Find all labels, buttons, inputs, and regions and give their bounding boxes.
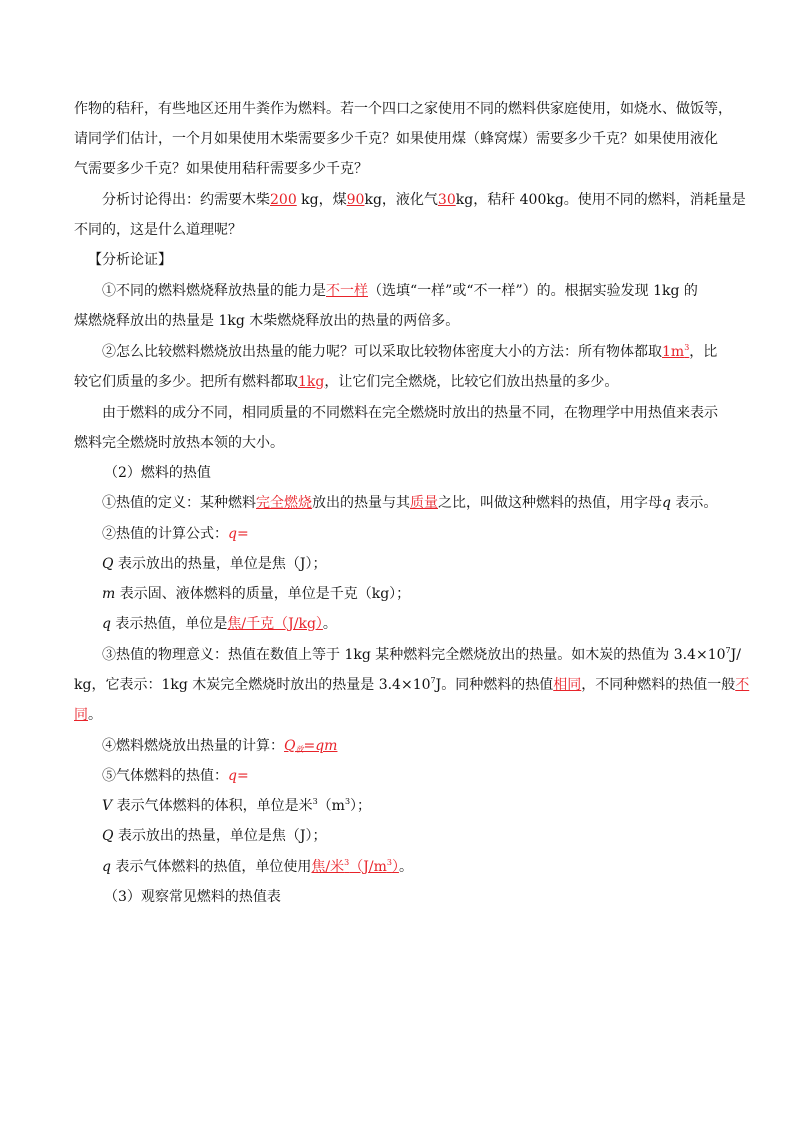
analysis-text: 分析讨论得出：约需要木柴 [102,192,270,208]
variable-Q-desc: 表示放出的热量，单位是焦（J）； [113,556,327,572]
definition-text: 表示。 [670,495,718,511]
definition-line [102,493,717,513]
variable-q: q [102,859,111,875]
variable-m: m [102,586,116,602]
superscript: 7 [725,646,731,655]
unit-text: 焦/米 [311,859,345,875]
meaning-text: J。同种燃料的热值 [435,677,554,693]
unit-text: ） [391,859,399,875]
gas-variable-q-line [102,857,413,877]
unit-text: （J/m [349,859,387,875]
meaning-line-1 [102,645,741,665]
superscript: 3 [312,797,318,806]
paragraph-1-line-3: 气需要多少千克？如果使用秸秆需要多少千克？ [74,161,368,177]
formula-qm: =qm [303,738,338,754]
paragraph-1-line-1: 作物的秸秆，有些地区还用牛粪作为燃料。若一个四口之家使用不同的燃料供家庭使用，如烧水、做饭等， [74,101,732,117]
heat-calc-label: ④燃料燃烧放出热量的计算： [102,738,284,754]
superscript: 3 [684,343,690,352]
point-1-line-1 [102,281,698,301]
paragraph-1-line-2: 请同学们估计，一个月如果使用木柴需要多少千克？如果使用煤（蜂窝煤）需要多少千克？如果使用液化 [74,131,718,147]
point-1-text: （选填“一样”或“不一样”）的。根据实验发现 1kg 的 [368,283,698,299]
point-1-text: ①不同的燃料燃烧释放热量的能力是 [102,283,326,299]
answer-mass: 质量 [410,495,438,511]
variable-Q-desc: 表示放出的热量，单位是焦（J）； [113,828,327,844]
formula-Q: Q [284,738,296,754]
point-2-text: ，比 [689,344,718,360]
answer-lpg-mass: 30 [437,192,456,208]
meaning-text: kg，它表示：1kg 木炭完全燃烧时放出的热量是 3.4×10 [74,677,431,693]
gas-variable-Q-line [102,826,327,846]
answer-unit-volume-text: 1m [662,344,685,360]
variable-V-line [102,796,371,816]
subscript: 放 [295,745,304,754]
point-2-text: ，让它们完全燃烧，比较它们放出热量的多少。 [324,374,619,390]
variable-q-desc: 表示热值，单位是 [110,616,228,632]
answer-complete-combustion: 完全燃烧 [256,495,312,511]
variable-m-desc: 表示固、液体燃料的质量，单位是千克（kg）； [115,586,411,602]
definition-text: 之比，叫做这种燃料的热值，用字母 [438,495,662,511]
meaning-line-2 [74,675,749,695]
point-2-line-2 [74,372,618,392]
superscript: 3 [344,858,350,867]
point-2-text: ②怎么比较燃料燃烧放出热量的能力呢？可以采取比较物体密度大小的方法：所有物体都取 [102,344,662,360]
definition-text: ①热值的定义：某种燃料 [102,495,256,511]
analysis-text: kg，秸秆 400kg。使用不同的燃料，消耗量是 [455,192,746,208]
variable-Q-line [102,554,327,574]
answer-coal-mass: 90 [346,192,365,208]
analysis-paragraph-line-2: 不同的，这是什么道理呢？ [74,222,242,238]
variable-V: V [102,798,113,814]
answer-heat-value-unit: 焦/千克（J/kg） [227,616,323,632]
gas-formula-line [102,766,249,786]
section-heading-heat-value: （2）燃料的热值 [104,465,211,481]
variable-q-line [102,614,337,634]
analysis-text: kg，液化气 [364,192,438,208]
superscript: 3 [386,858,392,867]
variable-q-desc: 表示气体燃料的热值，单位使用 [110,859,312,875]
meaning-text: ③热值的物理意义：热值在数值上等于 1kg 某种燃料完全燃烧放出的热量。如木炭的热值为 3.4×10 [102,647,726,663]
variable-q: q [662,495,671,511]
point-2-text: 较它们质量的多少。把所有燃料都取 [74,374,298,390]
formula-line [102,524,249,544]
definition-text: 放出的热量与其 [312,495,410,511]
variable-V-desc: 表示气体燃料的体积，单位是米 [112,798,313,814]
variable-Q: Q [102,828,114,844]
answer-gas-heat-value-unit [311,859,399,875]
variable-Q: Q [102,556,114,572]
point-1-line-2: 煤燃烧释放出的热量是 1kg 木柴燃烧释放出的热量的两倍多。 [74,313,460,329]
formula-label: ②热值的计算公式： [102,526,228,542]
heat-calc-line [102,736,337,756]
variable-q: q [102,616,111,632]
meaning-text: J/ [730,647,741,663]
variable-m-line [102,584,410,604]
answer-same: 相同 [553,677,582,693]
analysis-paragraph-line-1 [102,190,746,210]
section-heading-heat-value-table: （3）观察常见燃料的热值表 [104,889,281,905]
formula-q: q= [228,526,249,542]
answer-not-same-part2: 同 [74,707,88,723]
variable-V-desc: ）； [350,798,372,814]
answer-unit-mass: 1kg [298,374,325,390]
answer-not-same-part1: 不 [735,677,750,693]
point-2-line-1 [102,342,717,362]
paragraph-5-line-2: 燃料完全燃烧时放热本领的大小。 [74,435,284,451]
superscript: 7 [430,676,436,685]
paragraph-5-line-1: 由于燃料的成分不同，相同质量的不同燃料在完全燃烧时放出的热量不同，在物理学中用热值来表示 [102,405,718,421]
analysis-text: kg，煤 [296,192,347,208]
section-heading-analysis: 【分析论证】 [88,252,172,268]
meaning-line-3 [74,705,102,725]
gas-formula-q: q= [228,768,249,784]
period: 。 [88,707,102,723]
variable-V-desc: （m [317,798,345,814]
formula-heat-released [284,738,337,754]
superscript: 3 [344,797,351,806]
answer-unit-volume [662,344,689,360]
period: 。 [398,859,413,875]
gas-formula-label: ⑤气体燃料的热值： [102,768,228,784]
period: 。 [322,616,337,632]
answer-wood-mass: 200 [270,192,297,208]
meaning-text: ，不同种燃料的热值一般 [581,677,736,693]
answer-different: 不一样 [326,283,368,299]
